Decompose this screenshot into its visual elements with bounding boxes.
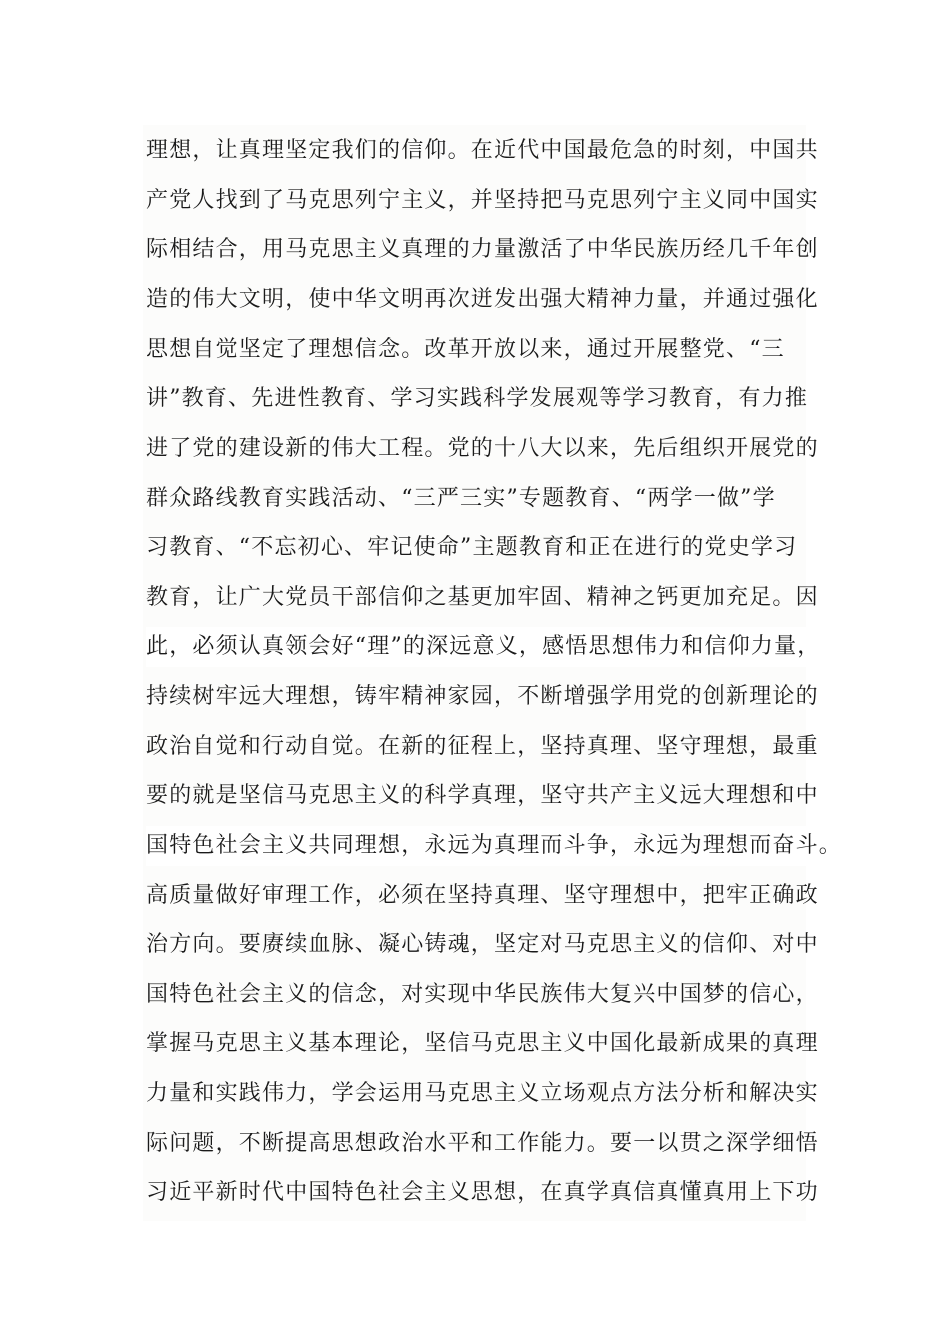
text-line: 造的伟大文明，使中华文明再次迸发出强大精神力量，并通过强化 — [146, 287, 819, 312]
text-line: 理想，让真理坚定我们的信仰。在近代中国最危急的时刻，中国共 — [146, 138, 819, 163]
text-line: 教育，让广大党员干部信仰之基更加牢固、精神之钙更加充足。因 — [146, 585, 819, 610]
text-line: 政治自觉和行动自觉。在新的征程上，坚持真理、坚守理想，最重 — [146, 734, 819, 759]
text-line: 群众路线教育实践活动、“三严三实”专题教育、“两学一做”学 — [146, 486, 776, 511]
text-line: 进了党的建设新的伟大工程。党的十八大以来，先后组织开展党的 — [146, 436, 819, 461]
text-line: 掌握马克思主义基本理论，坚信马克思主义中国化最新成果的真理 — [146, 1031, 819, 1056]
text-line: 要的就是坚信马克思主义的科学真理，坚守共产主义远大理想和中 — [146, 783, 819, 808]
text-line: 治方向。要赓续血脉、凝心铸魂，坚定对马克思主义的信仰、对中 — [146, 932, 819, 957]
text-line: 习近平新时代中国特色社会主义思想，在真学真信真懂真用上下功 — [146, 1180, 819, 1205]
text-line: 习教育、“不忘初心、牢记使命”主题教育和正在进行的党史学习 — [146, 535, 798, 560]
document-body — [143, 125, 843, 1221]
text-line: 此，必须认真领会好“理”的深远意义，感悟思想伟力和信仰力量， — [146, 627, 821, 667]
text-line: 际相结合，用马克思主义真理的力量激活了中华民族历经几千年创 — [146, 237, 819, 262]
text-line: 际问题，不断提高思想政治水平和工作能力。要一以贯之深学细悟 — [146, 1131, 819, 1156]
text-line: 力量和实践伟力，学会运用马克思主义立场观点方法分析和解决实 — [146, 1081, 819, 1106]
text-line: 持续树牢远大理想，铸牢精神家园，不断增强学用党的创新理论的 — [146, 684, 819, 709]
text-line: 国特色社会主义共同理想，永远为真理而斗争，永远为理想而奋斗。 — [146, 826, 842, 866]
text-line: 产党人找到了马克思列宁主义，并坚持把马克思列宁主义同中国实 — [146, 188, 819, 213]
text-line: 国特色社会主义的信念，对实现中华民族伟大复兴中国梦的信心， — [146, 982, 819, 1007]
text-line: 讲”教育、先进性教育、学习实践科学发展观等学习教育，有力推 — [146, 386, 809, 411]
text-line: 高质量做好审理工作，必须在坚持真理、坚守理想中，把牢正确政 — [146, 883, 819, 908]
text-line: 思想自觉坚定了理想信念。改革开放以来，通过开展整党、“三 — [146, 337, 785, 362]
